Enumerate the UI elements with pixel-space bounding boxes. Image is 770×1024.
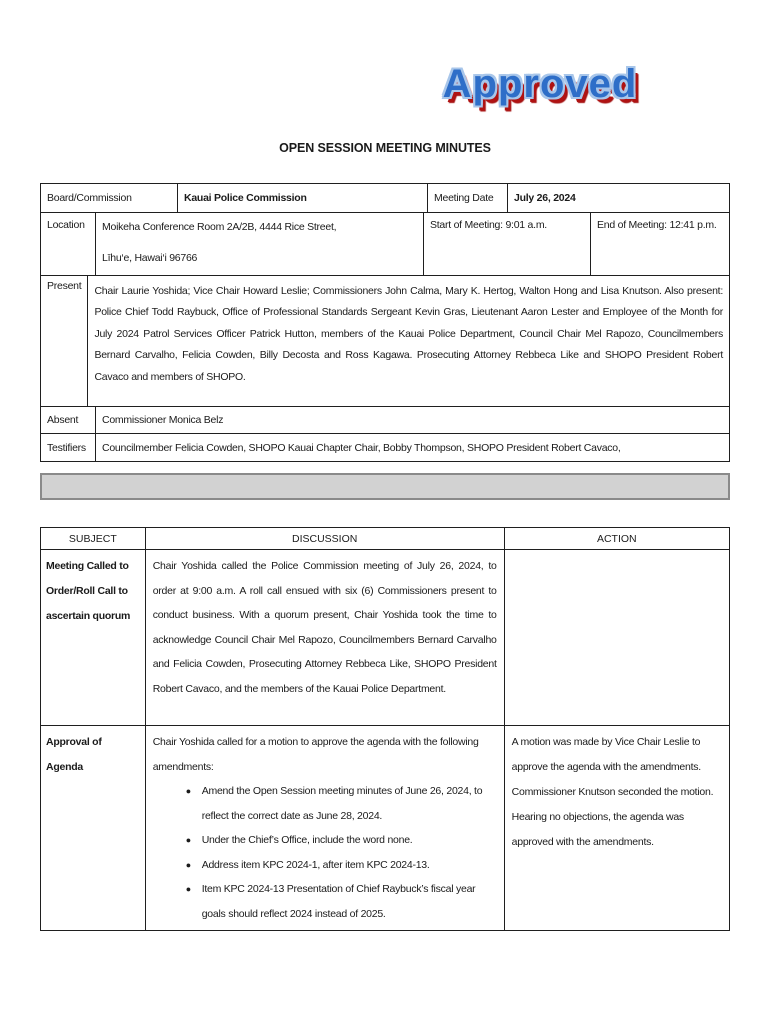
list-item: [153, 853, 497, 878]
discussion-agenda-intro: Chair Yoshida called for a motion to approve the agenda with the following amendments:: [152, 736, 479, 773]
list-item: [153, 828, 497, 853]
amendment-text: Amend the Open Session meeting minutes of June 26, 2024, to reflect the correct date as June 28, 2024.: [201, 785, 483, 822]
table-row-location: [41, 213, 729, 276]
table-row-absent: [41, 407, 729, 434]
list-item: [153, 779, 497, 828]
start-of-meeting: Start of Meeting: 9:01 a.m.: [424, 213, 591, 275]
bullet-icon: ●: [185, 835, 191, 845]
amendment-text: Item KPC 2024-13 Presentation of Chief Raybuck’s fiscal year goals should reflect 2024 instead of 2025.: [201, 883, 476, 920]
end-of-meeting: End of Meeting: 12:41 p.m.: [597, 219, 717, 231]
testifiers-value: Councilmember Felicia Cowden, SHOPO Kauai Chapter Chair, Bobby Thompson, SHOPO President Robert Cavaco,: [102, 441, 621, 454]
table-row-board: [41, 184, 729, 213]
minutes-row-agenda: [41, 726, 729, 930]
amendment-list: [153, 779, 497, 926]
location-label: Location: [41, 213, 96, 275]
board-commission-label: Board/Commission: [41, 184, 178, 212]
header-action: ACTION: [596, 532, 637, 545]
subject-agenda: Approval of Agenda: [41, 726, 146, 930]
discussion-agenda: [146, 726, 505, 930]
table-row-testifiers: [41, 434, 729, 461]
minutes-header-row: [41, 528, 729, 550]
discussion-roll-call: Chair Yoshida called the Police Commission meeting of July 26, 2024, to order at 9:00 a.m. A roll call ensued with six (6) Commissioners present to conduct business. With a quorum present, Chair Yoshida took the time to acknowledge Council Chair Mel Rapozo, Councilmembers Bernard Carvalho and Felicia Cowden, Prosecuting Attorney Rebbeca Like, SHOPO President Robert Cavaco, and the members of the Kauai Police Department.: [146, 550, 505, 725]
bullet-icon: ●: [185, 859, 191, 870]
approved-stamp: Approved: [442, 62, 638, 106]
header-subject: SUBJECT: [41, 528, 146, 549]
testifiers-label: Testifiers: [41, 434, 96, 461]
location-line-2: Līhu‘e, Hawai‘i 96766: [102, 252, 198, 264]
amendment-text: Under the Chief’s Office, include the word none.: [201, 834, 413, 846]
meeting-date-label: Meeting Date: [428, 184, 508, 212]
separator-bar: [40, 473, 730, 500]
absent-value: Commissioner Monica Belz: [102, 414, 224, 426]
bullet-icon: ●: [185, 786, 191, 796]
meeting-info-table: [40, 183, 730, 462]
meeting-date-value: July 26, 2024: [514, 192, 576, 204]
page-title: OPEN SESSION MEETING MINUTES: [279, 141, 491, 155]
minutes-table: [40, 527, 730, 931]
location-value: [96, 213, 424, 275]
header-discussion: DISCUSSION: [146, 528, 505, 549]
board-commission-value: Kauai Police Commission: [178, 184, 428, 212]
subject-roll-call: Meeting Called to Order/Roll Call to ascertain quorum: [41, 550, 146, 725]
location-line-1: Moikeha Conference Room 2A/2B, 4444 Rice Street,: [102, 221, 337, 233]
minutes-row-roll-call: [41, 550, 729, 726]
action-agenda: A motion was made by Vice Chair Leslie to approve the agenda with the amendments. Commissioner Knutson seconded the motion. Hearing no objections, the agenda was approved with the amendments.: [511, 736, 714, 848]
bullet-icon: ●: [185, 884, 191, 894]
action-roll-call: [505, 550, 729, 725]
absent-label: Absent: [41, 407, 96, 433]
table-row-present: [41, 276, 729, 407]
present-label: Present: [41, 276, 88, 406]
list-item: [153, 877, 497, 926]
present-value: Chair Laurie Yoshida; Vice Chair Howard Leslie; Commissioners John Calma, Mary K. Hertog, Walton Hong and Lisa Knutson. Also present: Police Chief Todd Raybuck, Office of Professional Standards Sergeant Kevin Gras, Lieutenant Aaron Lester and Employee of the Month for July 2024 Patrol Services Officer Patrick Hutton, members of the Kauai Police Department, Council Chair Mel Rapozo, Councilmembers Bernard Carvalho, Felicia Cowden, Billy Decosta and Ross Kagawa. Prosecuting Attorney Rebbeca Like and SHOPO President Robert Cavaco and members of SHOPO.: [94, 285, 723, 383]
amendment-text: Address item KPC 2024-1, after item KPC 2024-13.: [201, 858, 430, 871]
